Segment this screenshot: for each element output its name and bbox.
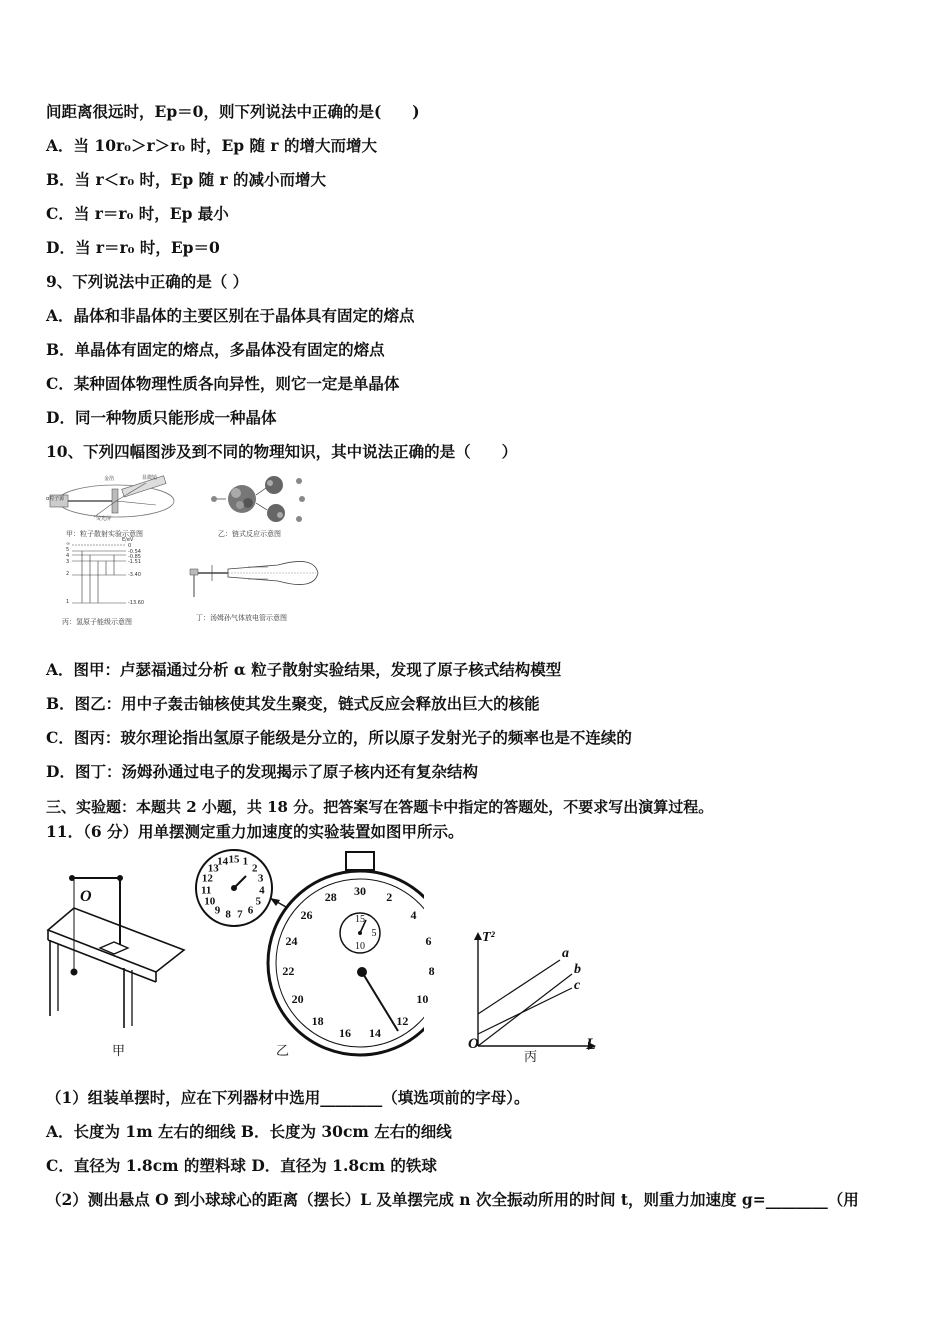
q11-part2: （2）测出悬点 O 到小球球心的距离（摆长）L 及单摆完成 n 次全振动所用的时间 t，则重力加速度 g=________（用 [46, 1190, 859, 1209]
q11-figure-panel [44, 848, 604, 1063]
dial-number: 5 [255, 895, 261, 908]
q9-option-b: B．单晶体有固定的熔点，多晶体没有固定的熔点 [46, 340, 385, 359]
axis-l-label: L [586, 1036, 596, 1053]
q10-option-c: C．图丙：玻尔理论指出氢原子能级是分立的，所以原子发射光子的频率也是不连续的 [46, 728, 632, 747]
line-c-label: c [574, 978, 581, 993]
thomson-tube-diagram [188, 553, 328, 603]
q9-option-d: D．同一种物质只能形成一种晶体 [46, 408, 277, 427]
n-label-1: 1 [66, 599, 70, 605]
q8-option-a: A．当 10r₀＞r＞r₀ 时，Ep 随 r 的增大而增大 [46, 136, 377, 155]
dial-number: 20 [291, 992, 304, 1006]
q8-stem: 间距离很远时，Ep＝0，则下列说法中正确的是( ) [46, 102, 420, 121]
dial-number: 11 [200, 884, 212, 897]
screen-label: 荧光屏 [96, 516, 112, 522]
dial-number: 2 [252, 862, 258, 875]
inner-dial-number: 5 [371, 928, 377, 939]
dial-number: 1 [242, 855, 249, 868]
n-label-5: 5 [66, 547, 70, 553]
q10-option-d: D．图丁：汤姆孙通过电子的发现揭示了原子核内还有复杂结构 [46, 762, 478, 781]
dial-number: 10 [204, 895, 216, 908]
q8-option-b: B．当 r＜r₀ 时，Ep 随 r 的减小而增大 [46, 170, 327, 189]
dial-number: 9 [214, 904, 221, 917]
point-o-label: O [80, 888, 92, 905]
n-label-inf: ∞ [66, 541, 71, 547]
e-value-3: -1.51 [128, 559, 141, 565]
dial-number: 8 [225, 908, 231, 921]
dial-number: 13 [207, 862, 219, 875]
dial-number: 26 [300, 907, 313, 922]
dial-number: 24 [285, 933, 298, 948]
axis-t2-label: T² [482, 930, 495, 945]
q10-option-a: A．图甲：卢瑟福通过分析 α 粒子散射实验结果，发现了原子核式结构模型 [46, 660, 562, 679]
q11-part1: （1）组装单摆时，应在下列器材中选用________（填选项前的字母）。 [46, 1088, 530, 1107]
dial-number: 12 [396, 1014, 409, 1029]
inner-dial-number: 10 [355, 941, 365, 952]
dial-number: 6 [247, 904, 254, 917]
foil-label: 金箔 [104, 476, 115, 482]
caption-ding: 丁：汤姆孙气体放电管示意图 [196, 614, 287, 622]
q10-option-b: B．图乙：用中子轰击铀核使其发生聚变，链式反应会释放出巨大的核能 [46, 694, 540, 713]
e-value-inf: 0 [128, 543, 132, 549]
dial-number: 2 [386, 890, 393, 905]
q9-option-c: C．某种固体物理性质各向异性，则它一定是单晶体 [46, 374, 400, 393]
e-value-2: -3.40 [128, 572, 141, 578]
dial-number: 7 [237, 908, 243, 921]
origin-label: O [468, 1036, 479, 1052]
energy-unit: E/eV [122, 537, 134, 543]
inner-dial-numbers [194, 848, 424, 1063]
q9-option-a: A．晶体和非晶体的主要区别在于晶体具有固定的熔点 [46, 306, 415, 325]
dial-number: 30 [354, 884, 366, 898]
inner-dial-number: 15 [355, 914, 365, 925]
n-label-2: 2 [66, 571, 70, 577]
fig-bing-label: 丙 [524, 1049, 538, 1064]
dial-number: 4 [410, 907, 417, 922]
q9-stem: 9、下列说法中正确的是（ ） [46, 272, 249, 291]
dial-number: 14 [368, 1026, 381, 1041]
dial-number: 28 [324, 890, 337, 905]
dial-number: 3 [257, 872, 264, 885]
e-value-5: -0.54 [128, 549, 141, 555]
dial-number: 18 [311, 1014, 324, 1029]
dial-number: 10 [416, 992, 429, 1006]
microscope-label: 显微镜 [142, 475, 158, 481]
caption-jia: 甲：粒子散射实验示意图 [66, 530, 143, 538]
q8-option-c: C．当 r＝r₀ 时，Ep 最小 [46, 204, 229, 223]
dial-number: 14 [217, 855, 229, 868]
q11-part1-options-cd: C．直径为 1.8cm 的塑料球 D．直径为 1.8cm 的铁球 [46, 1156, 437, 1175]
q8-option-d: D．当 r＝r₀ 时，Ep＝0 [46, 238, 220, 257]
dial-number: 4 [259, 884, 265, 897]
q11-stem: 11．（6 分）用单摆测定重力加速度的实验装置如图甲所示。 [46, 822, 464, 841]
e-value-1: -13.60 [128, 600, 145, 606]
caption-yi: 乙：链式反应示意图 [218, 530, 281, 538]
dial-number: 8 [428, 963, 435, 978]
line-b-label: b [574, 962, 581, 977]
fig-jia-label: 甲 [112, 1043, 126, 1058]
n-label-3: 3 [66, 559, 70, 565]
dial-number: 16 [339, 1026, 352, 1041]
dial-number: 15 [228, 853, 240, 866]
q10-figure-panel [44, 473, 334, 631]
q11-part1-options-ab: A．长度为 1m 左右的细线 B．长度为 30cm 左右的细线 [46, 1122, 452, 1141]
energy-level-diagram [58, 539, 138, 607]
dial-number: 12 [201, 872, 213, 885]
fig-yi-label: 乙 [276, 1043, 290, 1058]
q10-stem: 10、下列四幅图涉及到不同的物理知识，其中说法正确的是（ ） [46, 442, 518, 461]
caption-bing: 丙：氢原子能级示意图 [62, 618, 132, 626]
dial-number: 22 [282, 963, 295, 978]
chain-reaction-diagram [204, 473, 314, 528]
source-label: α粒子源 [46, 496, 65, 502]
e-value-4: -0.85 [128, 554, 141, 560]
n-label-4: 4 [66, 553, 70, 559]
dial-number: 6 [425, 933, 432, 948]
section-3-heading: 三、实验题：本题共 2 小题，共 18 分。把答案写在答题卡中指定的答题处，不要求写出演算过程。 [46, 798, 714, 816]
line-a-label: a [562, 946, 569, 961]
pendulum-apparatus [44, 866, 194, 1056]
